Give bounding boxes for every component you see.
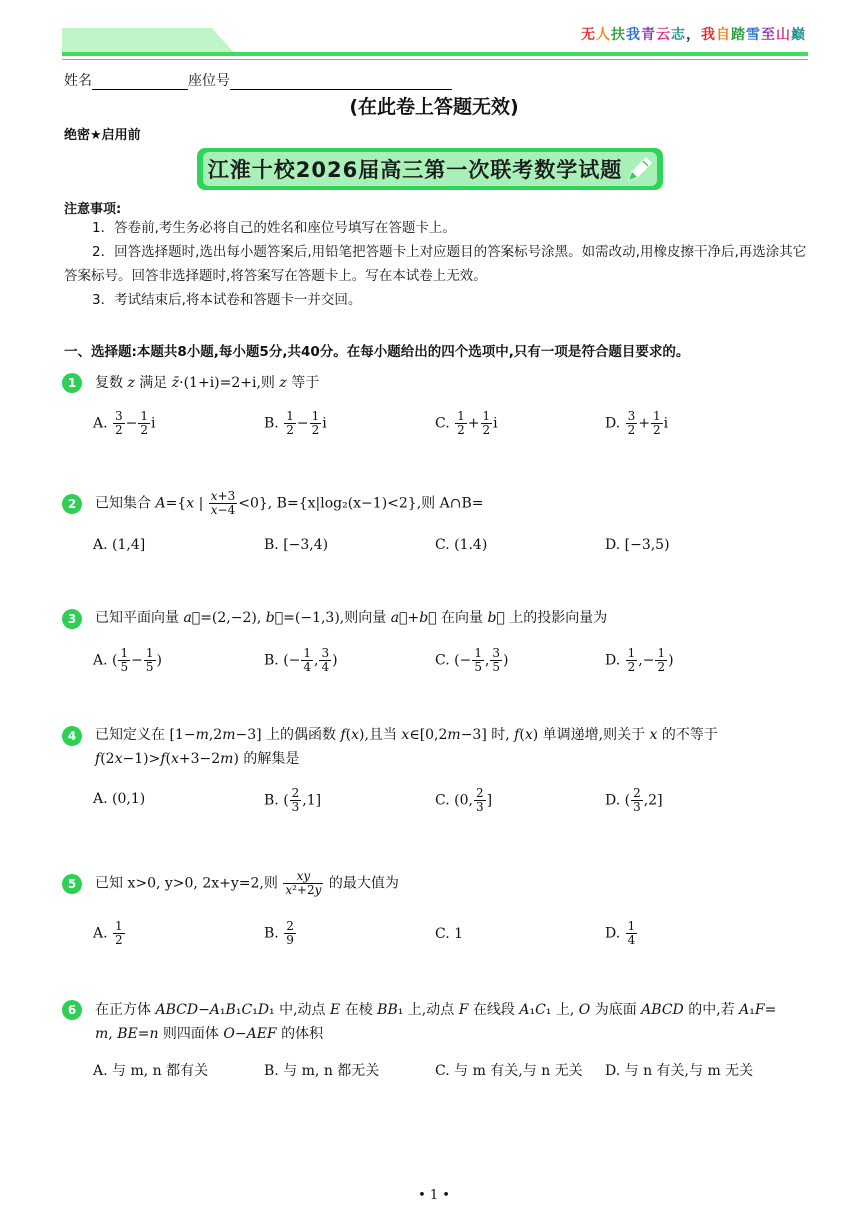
header-rule-thin <box>62 59 808 60</box>
q1-option-d[interactable]: D. $\frac{3}{2}$ + $\frac{1}{2}$ i <box>605 409 669 437</box>
slogan-char: 志 <box>671 27 686 43</box>
pencil-icon <box>625 154 655 184</box>
question-1-stem: 复数 z 满足 z̄·(1+i)=2+i,则 z 等于 <box>95 375 320 391</box>
notes-heading: 注意事项: <box>64 202 122 217</box>
question-number: 2 <box>62 494 82 514</box>
slogan-char: 无 <box>581 27 596 43</box>
seat-blank <box>230 75 452 90</box>
q2-option-d[interactable]: D. [−3,5) <box>605 537 670 553</box>
page-number: • 1 • <box>418 1188 450 1203</box>
q6-option-d[interactable]: D. 与 n 有关,与 m 无关 <box>605 1063 754 1079</box>
name-seat-line <box>64 70 452 90</box>
question-5-stem: 已知 x>0, y>0, 2x+y=2,则 $\frac{xy}{\text{x²+2y}}$ 的最大值为 <box>95 869 399 897</box>
slogan-char: 踏 <box>731 27 746 43</box>
question-2-stem: 已知集合 A={x | $\frac{x+3}{x-4}$ <0}, B={x|log₂(x−1)<2},则 A∩B= <box>95 489 484 517</box>
secret-mark: 绝密★启用前 <box>64 128 141 143</box>
question-number: 1 <box>62 373 82 393</box>
slogan-char: 青 <box>641 27 656 43</box>
slogan-char: 我 <box>626 27 641 43</box>
question-6-stem: 在正方体 ABCD−A₁B₁C₁D₁ 中,动点 E 在棱 BB₁ 上,动点 F 在线段 A₁C₁ 上, O 为底面 ABCD 的中,若 A₁F= m, BE=n 则四面体 O−AEF 的体积 <box>95 1002 777 1042</box>
question-number: 6 <box>62 1000 82 1020</box>
name-blank <box>92 75 188 90</box>
q2-option-c[interactable]: C. (1.4) <box>435 537 488 553</box>
slogan-char: 至 <box>761 27 776 43</box>
question-3-stem: 已知平面向量 a⃗=(2,−2), b⃗=(−1,3),则向量 a⃗+b⃗ 在向量 b⃗ 上的投影向量为 <box>95 610 608 626</box>
question-4-stem: 已知定义在 [1−m,2m−3] 上的偶函数 f(x),且当 x∈[0,2m−3] 时, f(x) 单调递增,则关于 x 的不等于 f(2x−1)>f(x+3−2m) 的解集是 <box>95 727 718 767</box>
q1-option-a[interactable]: A. $\frac{3}{2}$ − $\frac{1}{2}$ i <box>93 409 156 437</box>
slogan <box>581 24 806 44</box>
q3-option-d[interactable]: D. $\frac{1}{2}$ ,− $\frac{1}{2}$ ) <box>605 646 674 674</box>
q3-option-a[interactable]: A. ( $\frac{1}{5}$ − $\frac{1}{5}$ ) <box>93 646 162 674</box>
header-rule <box>62 52 808 56</box>
note-3: 3．考试结束后,将本试卷和答题卡一并交回。 <box>92 292 362 308</box>
note-2: 2．回答选择题时,选出每小题答案后,用铅笔把答题卡上对应题目的答案标号涂黑。如需改动,用橡皮擦干净后,再选涂其它答案标号。回答非选择题时,将答案写在答题卡上。写在本试卷上无效。 <box>64 244 807 284</box>
q6-option-b[interactable]: B. 与 m, n 都无关 <box>264 1063 380 1079</box>
exam-title: 江淮十校2026届高三第一次联考数学试题 <box>207 158 623 182</box>
q5-option-c[interactable]: C. 1 <box>435 926 464 942</box>
slogan-char: 巅 <box>791 27 806 43</box>
seat-label: 座位号 <box>188 73 230 89</box>
question-number: 5 <box>62 874 82 894</box>
q4-option-b[interactable]: B. ( $\frac{2}{3}$ ,1] <box>264 786 322 814</box>
q6-option-a[interactable]: A. 与 m, n 都有关 <box>93 1063 209 1079</box>
slogan-char: 雪 <box>746 27 761 43</box>
q1-option-b[interactable]: B. $\frac{1}{2}$ − $\frac{1}{2}$ i <box>264 409 327 437</box>
q2-option-b[interactable]: B. [−3,4) <box>264 537 329 553</box>
q2-option-a[interactable]: A. (1,4] <box>93 537 146 553</box>
q6-option-c[interactable]: C. 与 m 有关,与 n 无关 <box>435 1063 583 1079</box>
q3-option-c[interactable]: C. (− $\frac{1}{5}$ , $\frac{3}{5}$ ) <box>435 646 509 674</box>
slogan-char: ， <box>686 27 701 43</box>
q4-option-a[interactable]: A. (0,1) <box>93 791 146 807</box>
q3-option-b[interactable]: B. (− $\frac{1}{4}$ , $\frac{3}{4}$ ) <box>264 646 338 674</box>
q5-option-d[interactable]: D. $\frac{1}{4}$ <box>605 919 636 947</box>
slogan-char: 自 <box>716 27 731 43</box>
q1-option-c[interactable]: C. $\frac{1}{2}$ + $\frac{1}{2}$ i <box>435 409 498 437</box>
question-number: 4 <box>62 726 82 746</box>
slogan-char: 山 <box>776 27 791 43</box>
slogan-char: 云 <box>656 27 671 43</box>
invalid-note: (在此卷上答题无效) <box>349 96 519 118</box>
q5-option-b[interactable]: B. $\frac{2}{9}$ <box>264 919 294 947</box>
q5-option-a[interactable]: A. $\frac{1}{2}$ <box>93 919 123 947</box>
slogan-char: 扶 <box>611 27 626 43</box>
slogan-char: 人 <box>596 27 611 43</box>
name-label: 姓名 <box>64 73 92 89</box>
q4-option-d[interactable]: D. ( $\frac{2}{3}$ ,2] <box>605 786 663 814</box>
section-title: 一、选择题:本题共8小题,每小题5分,共40分。在每小题给出的四个选项中,只有一项是符合题目要求的。 <box>64 344 690 360</box>
question-number: 3 <box>62 609 82 629</box>
slogan-char: 我 <box>701 27 716 43</box>
q4-option-c[interactable]: C. (0, $\frac{2}{3}$ ] <box>435 786 493 814</box>
exam-title-box <box>197 148 663 190</box>
note-1: 1．答卷前,考生务必将自己的姓名和座位号填写在答题卡上。 <box>92 220 456 236</box>
